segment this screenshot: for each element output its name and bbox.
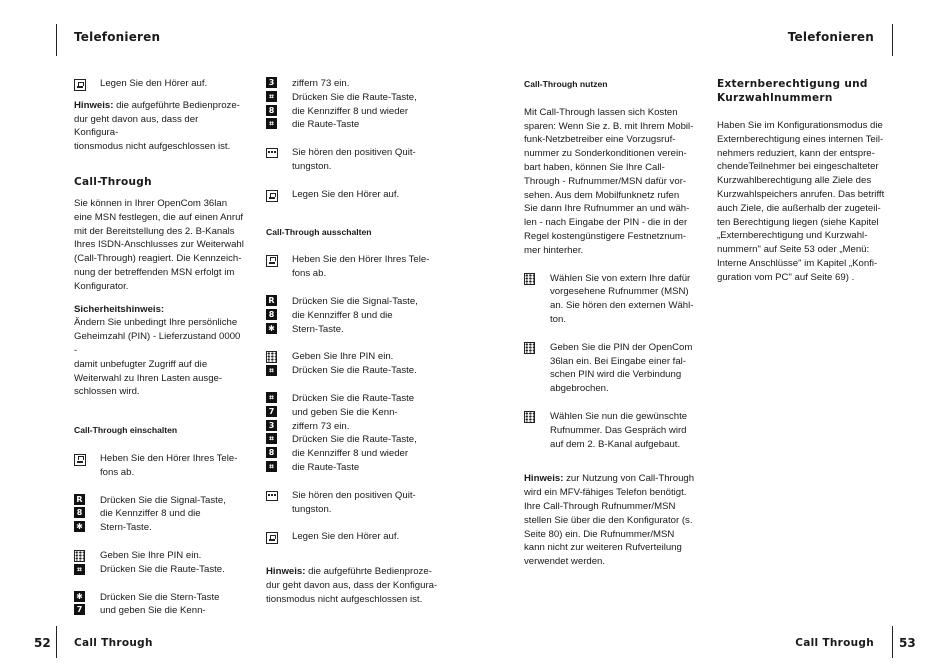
key-icons [74, 549, 86, 578]
text-line: Ihres ISDN-Anschlusses zur Weiterwahl [74, 239, 244, 251]
hash-key-icon: ⌗ [266, 433, 277, 444]
text-line: Wählen Sie von extern Ihre dafür [550, 272, 691, 284]
handset-down-icon [266, 188, 278, 202]
step-confirm-tone [266, 146, 438, 174]
text-line: und geben Sie die Kenn- [100, 605, 206, 617]
note-label: Hinweis: [74, 99, 114, 111]
step-dial-number [524, 410, 696, 451]
text-line: Externberechtigung eines internen Teil- [717, 133, 884, 145]
text-line: Stern-Taste. [292, 323, 344, 335]
three-key-icon: 3 [266, 77, 277, 88]
text-line: Haben Sie im Konfigurationsmodus die [717, 120, 883, 131]
step-star-key [74, 591, 244, 619]
text-line: mit der Bereitstellung des 2. B-Kanals [74, 225, 235, 237]
left-margin-rule-top [56, 24, 57, 56]
text-line: auf dem 2. B-Kanal aufgebaut. [550, 438, 681, 450]
note [524, 472, 696, 569]
note-line: dur geht davon aus, dass der Konfigura- [74, 113, 199, 139]
text-line: die Raute-Taste [292, 461, 360, 473]
eight-key-icon: 8 [74, 507, 85, 518]
note-line: zur Nutzung von Call-Through [563, 473, 695, 485]
text-line: Geheimzahl (PIN) - Lieferzustand 0000 - [74, 331, 241, 356]
handset-down-icon [266, 530, 278, 544]
text-line: auch Ziele, die außerhalb der zugeteil- [717, 202, 881, 214]
subheading: Call-Through ausschalten [266, 226, 372, 237]
text-line: die Kennziffer 8 und wieder [292, 105, 409, 117]
keypad-icon [524, 341, 536, 354]
text-line: die Raute-Taste [292, 119, 360, 131]
text-line: die Kennziffer 8 und wieder [292, 448, 409, 460]
subheading: Call-Through nutzen [524, 79, 608, 89]
step-digits-73 [266, 77, 438, 132]
text-line: ten Berechtigung liegen (siehe Kapitel [717, 216, 879, 228]
handset-up-icon [266, 253, 278, 267]
text-line: Mit Call-Through lassen sich Kosten [524, 106, 678, 118]
note-label: Hinweis: [266, 566, 306, 578]
text-line: fons ab. [100, 466, 135, 478]
note-line: tionsmodus nicht aufgeschlossen ist. [266, 593, 423, 605]
text-line: Drücken Sie die Raute-Taste, [292, 91, 417, 103]
security-note-label: Sicherheitshinweis: [74, 303, 165, 315]
security-note [74, 303, 244, 400]
star-key-icon: ✱ [74, 521, 85, 532]
text-line: Geben Sie Ihre PIN ein. [100, 549, 202, 561]
note-line: wird ein MFV-fähiges Telefon benötigt. [524, 487, 687, 499]
left-margin-rule-bottom [56, 626, 57, 658]
intro-paragraph [74, 197, 244, 294]
text-line: ziffern 73 ein. [292, 78, 350, 89]
step-signal-key [74, 494, 244, 535]
text-line: Through - Rufnummer/MSN dafür vor- [524, 175, 687, 187]
text-line: Drücken Sie die Raute-Taste. [292, 365, 417, 377]
text-line: Kurzwahlspeichers anrufen. Das betrifft [717, 188, 885, 200]
text-line: schlossen wird. [74, 386, 140, 398]
note-line: dur geht davon aus, dass der Konfigura- [266, 579, 438, 591]
footer-title-right: Call Through [795, 637, 874, 649]
seven-key-icon: 7 [74, 604, 85, 615]
text-line: Kurzwahlberechtigung alle Ziele des [717, 175, 872, 187]
column-2 [266, 77, 438, 607]
text-line: Drücken Sie die Stern-Taste [100, 591, 220, 603]
text-line: mer hinterher. [524, 244, 584, 256]
step-hang-up [74, 77, 244, 91]
note-line: Ihre Call-Through Rufnummer/MSN [524, 500, 676, 512]
note-label: Hinweis: [524, 473, 564, 485]
key-icons [266, 77, 278, 132]
column-3 [524, 78, 696, 569]
text-line: ziffern 73 ein. [292, 420, 350, 432]
text-line: an. Sie hören den externen Wähl- [550, 300, 694, 312]
text-line: Interne Anschlüsse" im Kapitel „Konfi- [717, 257, 878, 269]
text-line: Sie können in Ihrer OpenCom 36lan [74, 197, 228, 209]
step-enter-pin [524, 341, 696, 396]
hash-key-icon: ⌗ [266, 91, 277, 102]
text-line: Weiterwahl zu Ihren Lasten ausge- [74, 372, 223, 384]
text-line: Geben Sie die PIN der OpenCom [550, 341, 693, 353]
hash-key-icon: ⌗ [266, 118, 277, 129]
eight-key-icon: 8 [266, 309, 277, 320]
r-key-icon: R [74, 494, 85, 505]
note-line: verwendet werden. [524, 556, 606, 568]
star-key-icon: ✱ [266, 323, 277, 334]
r-key-icon: R [266, 295, 277, 306]
text-line: schen PIN wird die Verbindung [550, 369, 682, 381]
text-line: Sie hören den positiven Quit- [292, 489, 416, 501]
page-number-right: 53 [899, 636, 916, 650]
page-number-left: 52 [34, 636, 51, 650]
text-line: 36lan ein. Bei Eingabe einer fal- [550, 355, 687, 367]
note [74, 99, 244, 113]
confirmation-tone-icon [266, 489, 278, 501]
section-heading: Externberechtigung und [717, 78, 868, 90]
step-hash-73 [266, 392, 438, 475]
keypad-icon [524, 410, 536, 423]
text-line: tungston. [292, 503, 332, 515]
step-enter-pin [74, 549, 244, 577]
step-lift-handset [266, 253, 438, 281]
footer-title-left: Call Through [74, 637, 153, 649]
text-line: sehen. Aus dem Mobilfunknetz rufen [524, 189, 680, 201]
text-line: len - nach Eingabe der PIN - die in der [524, 217, 688, 229]
text-line: fons ab. [292, 268, 327, 280]
text-line: Drücken Sie die Raute-Taste, [292, 434, 417, 446]
text-line: ton. [550, 313, 567, 325]
key-icons [74, 494, 86, 535]
body-paragraph [717, 119, 887, 285]
step-text: Legen Sie den Hörer auf. [100, 78, 208, 89]
text-line: Regel kostengünstigere Festnetznum- [524, 230, 687, 242]
text-line: Legen Sie den Hörer auf. [292, 188, 400, 200]
key-icons [74, 591, 86, 619]
text-line: Geben Sie Ihre PIN ein. [292, 351, 394, 363]
text-line: nummern" auf Seite 53 oder „Menü: [717, 244, 870, 256]
note-line: stellen Sie über die den Konfigurator (s. [524, 514, 693, 526]
text-line: Sie hören den positiven Quit- [292, 147, 416, 159]
note [266, 565, 438, 606]
text-line: eine MSN festlegen, die auf einen Anruf [74, 211, 244, 223]
text-line: bart haben, können Sie Ihre Call- [524, 161, 665, 173]
text-line: nummer zu Sonderkonditionen verein- [524, 148, 687, 160]
step-enter-pin [266, 350, 438, 378]
note-line: Seite 80) ein. Die Rufnummer/MSN [524, 528, 675, 540]
note-line: die aufgeführte Bedienproze- [113, 99, 240, 111]
column-4 [717, 77, 887, 285]
text-line: Stern-Taste. [100, 522, 152, 534]
subheading: Call-Through einschalten [74, 425, 178, 436]
handset-up-icon [74, 452, 86, 466]
column-1 [74, 77, 244, 618]
right-margin-rule-bottom [892, 626, 893, 658]
text-line: (Call-Through) reagiert. Die Kennzeich- [74, 253, 242, 265]
step-lift-handset [74, 452, 244, 480]
text-line: tungston. [292, 160, 332, 172]
key-icons [266, 295, 278, 336]
hash-key-icon: ⌗ [266, 461, 277, 472]
note-line: kann nicht zur weiteren Rufverteilung [524, 542, 682, 554]
keypad-icon [524, 272, 536, 285]
keypad-icon [266, 351, 277, 363]
note-line: tionsmodus nicht aufgeschlossen ist. [74, 141, 231, 153]
text-line: guration vom PC" auf Seite 69) . [717, 271, 855, 283]
step-hang-up [266, 530, 438, 544]
text-line: sparen: Wenn Sie z. B. mit Ihrem Mobil- [524, 120, 694, 132]
section-heading: Call-Through [74, 175, 152, 188]
running-header-left: Telefonieren [74, 30, 161, 44]
step-hang-up [266, 188, 438, 202]
text-line: Legen Sie den Hörer auf. [292, 531, 400, 543]
text-line: Drücken Sie die Raute-Taste [292, 392, 415, 404]
hash-key-icon: ⌗ [266, 392, 277, 403]
text-line: die Kennziffer 8 und die [292, 309, 393, 321]
star-key-icon: ✱ [74, 591, 85, 602]
text-line: Drücken Sie die Raute-Taste. [100, 563, 225, 575]
text-line: „Externberechtigung und Kurzwahl- [717, 230, 868, 242]
text-line: Konfigurator. [74, 280, 129, 292]
text-line: damit unbefugter Zugriff auf die [74, 358, 208, 370]
key-icons [266, 350, 278, 379]
eight-key-icon: 8 [266, 447, 277, 458]
text-line: die Kennziffer 8 und die [100, 508, 201, 520]
handset-down-icon [74, 77, 86, 91]
text-line: Wählen Sie nun die gewünschte [550, 410, 688, 422]
text-line: nehmers reduziert, kann der entspre- [717, 147, 875, 159]
text-line: vorgesehene Rufnummer (MSN) [550, 286, 689, 298]
text-line: chendeTeilnehmer bei eingeschalteter [717, 161, 879, 173]
text-line: Sie dann Ihre Rufnummer an und wäh- [524, 203, 690, 215]
section-heading: Kurzwahlnummern [717, 92, 833, 104]
text-line: Ändern Sie unbedingt Ihre persönliche [74, 317, 238, 329]
text-line: Heben Sie den Hörer Ihres Tele- [292, 254, 430, 266]
text-line: nung der betreffenden MSN erfolgt im [74, 266, 235, 278]
confirmation-tone-icon [266, 146, 278, 158]
intro-paragraph [524, 106, 696, 258]
seven-key-icon: 7 [266, 406, 277, 417]
key-icons [266, 392, 278, 475]
step-signal-key [266, 295, 438, 336]
text-line: und geben Sie die Kenn- [292, 406, 398, 418]
text-line: Rufnummer. Das Gespräch wird [550, 424, 687, 436]
step-dial-external [524, 272, 696, 327]
three-key-icon: 3 [266, 420, 277, 431]
hash-key-icon: ⌗ [266, 365, 277, 376]
note-line: die aufgeführte Bedienproze- [305, 566, 432, 578]
text-line: Drücken Sie die Signal-Taste, [100, 494, 226, 506]
running-header-right: Telefonieren [787, 30, 874, 44]
text-line: abgebrochen. [550, 383, 609, 395]
text-line: funk-Netzbetreiber eine Vorzugsruf- [524, 134, 676, 146]
text-line: Drücken Sie die Signal-Taste, [292, 295, 418, 307]
keypad-icon [74, 550, 85, 562]
hash-key-icon: ⌗ [74, 564, 85, 575]
text-line: Heben Sie den Hörer Ihres Tele- [100, 452, 238, 464]
step-confirm-tone [266, 489, 438, 517]
right-margin-rule-top [892, 24, 893, 56]
eight-key-icon: 8 [266, 105, 277, 116]
